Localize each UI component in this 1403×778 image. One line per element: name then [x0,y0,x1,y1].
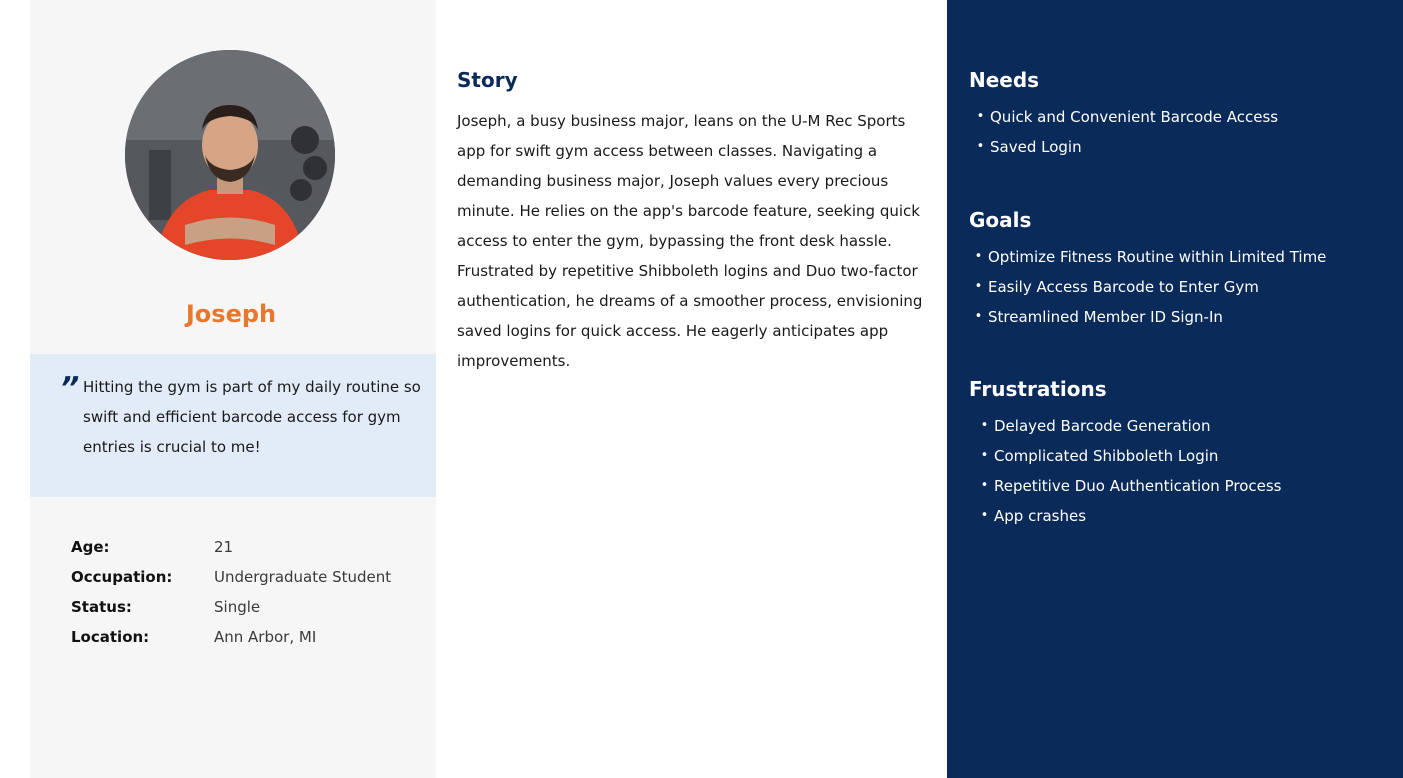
detail-value: Single [214,598,261,616]
frustrations-title: Frustrations [969,377,1107,401]
persona-details [71,532,391,652]
detail-row-occupation [71,562,391,592]
detail-label: Occupation: [71,568,173,586]
detail-label: Status: [71,598,132,616]
persona-name: Joseph [185,300,277,328]
quote-icon: ” [60,371,77,406]
profile-panel [30,0,436,778]
needs-section [969,68,1389,162]
list-item [969,272,1389,302]
detail-row-location [71,622,391,652]
frustration-text: Delayed Barcode Generation [994,417,1211,435]
frustration-text: Complicated Shibboleth Login [994,447,1219,465]
bullet-icon: • [980,508,989,523]
goals-title: Goals [969,208,1032,232]
list-item [975,441,1389,471]
detail-value: Undergraduate Student [214,568,392,586]
bullet-icon: • [974,309,983,324]
goals-section [969,208,1389,332]
detail-value: Ann Arbor, MI [214,628,317,646]
bullet-icon: • [976,139,985,154]
bullet-icon: • [980,448,989,463]
story-text: Joseph, a busy business major, leans on the U-M Rec Sports app for swift gym access between classes. Navigating a demanding business major, Joseph values every precious minute. He relies on the app's barcode feature, seeking quick access to enter the gym, bypassing the front desk hassle. Frustrated by repetitive Shibboleth logins and Duo two-factor authentication, he dreams of a smoother process, envisioning saved logins for quick access. He eagerly anticipates app improvements. [457,112,923,370]
quote-box [30,354,436,497]
frustrations-list [969,411,1389,531]
list-item [969,242,1389,272]
detail-value: 21 [214,538,234,556]
detail-label: Age: [71,538,110,556]
goals-list [969,242,1389,332]
list-item [975,471,1389,501]
list-item [971,132,1389,162]
needs-goals-panel [947,0,1403,778]
bullet-icon: • [974,249,983,264]
list-item [971,102,1389,132]
needs-list [969,102,1389,162]
story-section [457,68,927,376]
need-text: Quick and Convenient Barcode Access [990,108,1279,126]
bullet-icon: • [976,109,985,124]
person-avatar-icon [125,50,335,260]
frustration-text: App crashes [994,507,1087,525]
bullet-icon: • [980,418,989,433]
persona-quote: Hitting the gym is part of my daily routine so swift and efficient barcode access for gym entries is crucial to me! [83,378,421,456]
needs-title: Needs [969,68,1040,92]
goal-text: Optimize Fitness Routine within Limited Time [988,248,1327,266]
profile-photo [125,50,335,260]
detail-row-status [71,592,391,622]
list-item [975,411,1389,441]
story-title: Story [457,68,518,92]
frustration-text: Repetitive Duo Authentication Process [994,477,1282,495]
detail-row-age [71,532,391,562]
frustrations-section [969,377,1389,531]
goal-text: Streamlined Member ID Sign-In [988,308,1223,326]
need-text: Saved Login [990,138,1082,156]
list-item [975,501,1389,531]
goal-text: Easily Access Barcode to Enter Gym [988,278,1259,296]
detail-label: Location: [71,628,150,646]
list-item [969,302,1389,332]
bullet-icon: • [974,279,983,294]
bullet-icon: • [980,478,989,493]
